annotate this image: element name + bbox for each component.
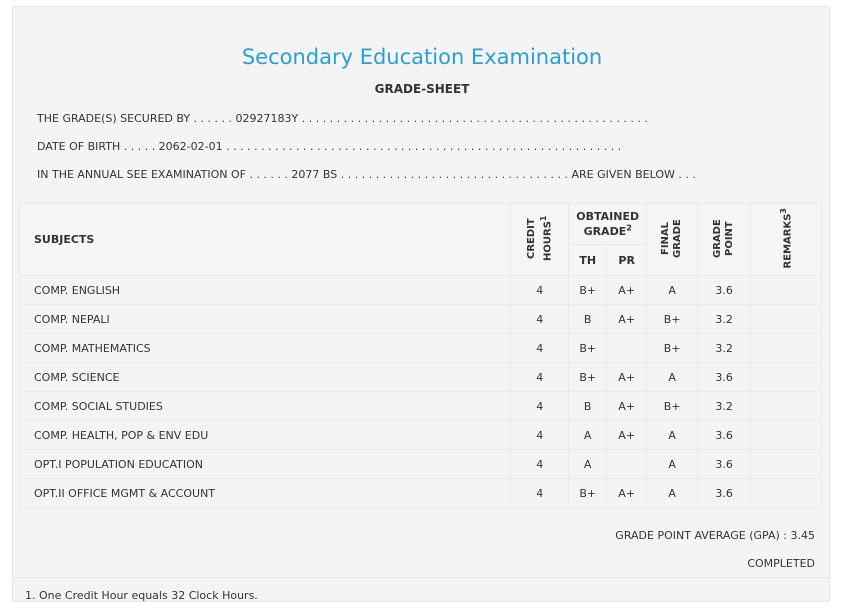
remarks-cell [751,305,822,334]
pr-grade-cell [607,450,647,479]
grades-table [19,203,822,508]
grade-point-cell: 3.6 [698,276,751,305]
credit-cell: 4 [511,450,569,479]
credit-cell: 4 [511,479,569,508]
pr-grade-cell: A+ [607,479,647,508]
header-remarks: REMARKS$^3$ [751,204,822,276]
final-grade-cell: A [647,276,698,305]
date-of-birth-line: DATE OF BIRTH . . . . . 2062-02-01 . . . . . . . . . . . . . . . . . . . . . . . . . . . . . . . . . . . . . . . . . . . . . . . . . . . . . . . . . [37,140,622,153]
footnote: 1. One Credit Hour equals 32 Clock Hours. [25,589,258,602]
header-final-grade: FINAL GRADE [647,204,698,276]
grade-point-cell: 3.2 [698,392,751,421]
grade-point-cell: 3.6 [698,421,751,450]
grade-point-cell: 3.6 [698,450,751,479]
grade-point-cell: 3.6 [698,363,751,392]
credit-cell: 4 [511,276,569,305]
th-grade-cell: B [569,392,607,421]
final-grade-cell: A [647,421,698,450]
final-grade-cell: B+ [647,334,698,363]
subject-cell: OPT.II OFFICE MGMT & ACCOUNT [20,479,511,508]
final-grade-cell: B+ [647,305,698,334]
th-grade-cell: B+ [569,363,607,392]
header-obtained-grade: OBTAINED GRADE$^2$ [569,204,647,245]
pr-grade-cell: A+ [607,421,647,450]
status-text: COMPLETED [747,557,815,570]
grade-point-cell: 3.6 [698,479,751,508]
subject-cell: OPT.I POPULATION EDUCATION [20,450,511,479]
pr-grade-cell: A+ [607,276,647,305]
credit-cell: 4 [511,305,569,334]
grade-sheet-panel [12,6,830,602]
th-grade-cell: B+ [569,334,607,363]
remarks-cell [751,276,822,305]
pr-grade-cell: A+ [607,392,647,421]
divider [13,577,831,578]
remarks-cell [751,421,822,450]
subject-cell: COMP. SCIENCE [20,363,511,392]
table-row [20,392,822,421]
table-row [20,421,822,450]
remarks-cell [751,334,822,363]
pr-grade-cell [607,334,647,363]
grade-point-cell: 3.2 [698,305,751,334]
pr-grade-cell: A+ [607,363,647,392]
subject-cell: COMP. HEALTH, POP & ENV EDU [20,421,511,450]
remarks-cell [751,392,822,421]
header-credit-hours: CREDIT HOURS$^1$ [511,204,569,276]
table-row [20,363,822,392]
page-title: Secondary Education Examination [241,45,603,69]
secured-by-line: THE GRADE(S) SECURED BY . . . . . . 02927183Y . . . . . . . . . . . . . . . . . . . . . . . . . . . . . . . . . . . . . . . . . . . . . . . . . . [37,112,648,125]
header-grade-point: GRADE POINT [698,204,751,276]
table-row [20,450,822,479]
credit-cell: 4 [511,334,569,363]
subject-cell: COMP. MATHEMATICS [20,334,511,363]
th-grade-cell: B+ [569,479,607,508]
table-row [20,479,822,508]
subject-cell: COMP. SOCIAL STUDIES [20,392,511,421]
header-subjects: SUBJECTS [20,204,511,276]
grade-point-cell: 3.2 [698,334,751,363]
final-grade-cell: A [647,450,698,479]
th-grade-cell: B+ [569,276,607,305]
subject-cell: COMP. NEPALI [20,305,511,334]
remarks-cell [751,363,822,392]
table-row [20,334,822,363]
table-row [20,276,822,305]
th-grade-cell: A [569,450,607,479]
table-row [20,305,822,334]
credit-cell: 4 [511,421,569,450]
gpa-summary: GRADE POINT AVERAGE (GPA) : 3.45 [615,529,815,542]
header-pr: PR [607,245,647,276]
remarks-cell [751,479,822,508]
final-grade-cell: B+ [647,392,698,421]
page-subtitle: GRADE-SHEET [374,82,470,96]
final-grade-cell: A [647,363,698,392]
credit-cell: 4 [511,363,569,392]
subject-cell: COMP. ENGLISH [20,276,511,305]
credit-cell: 4 [511,392,569,421]
remarks-cell [751,450,822,479]
header-th: TH [569,245,607,276]
table-header-row [20,204,822,245]
th-grade-cell: B [569,305,607,334]
final-grade-cell: A [647,479,698,508]
exam-line: IN THE ANNUAL SEE EXAMINATION OF . . . . . . 2077 BS . . . . . . . . . . . . . . . . . . . . . . . . . . . . . . . . . ARE GIVEN BELOW . . . [37,168,696,181]
th-grade-cell: A [569,421,607,450]
pr-grade-cell: A+ [607,305,647,334]
